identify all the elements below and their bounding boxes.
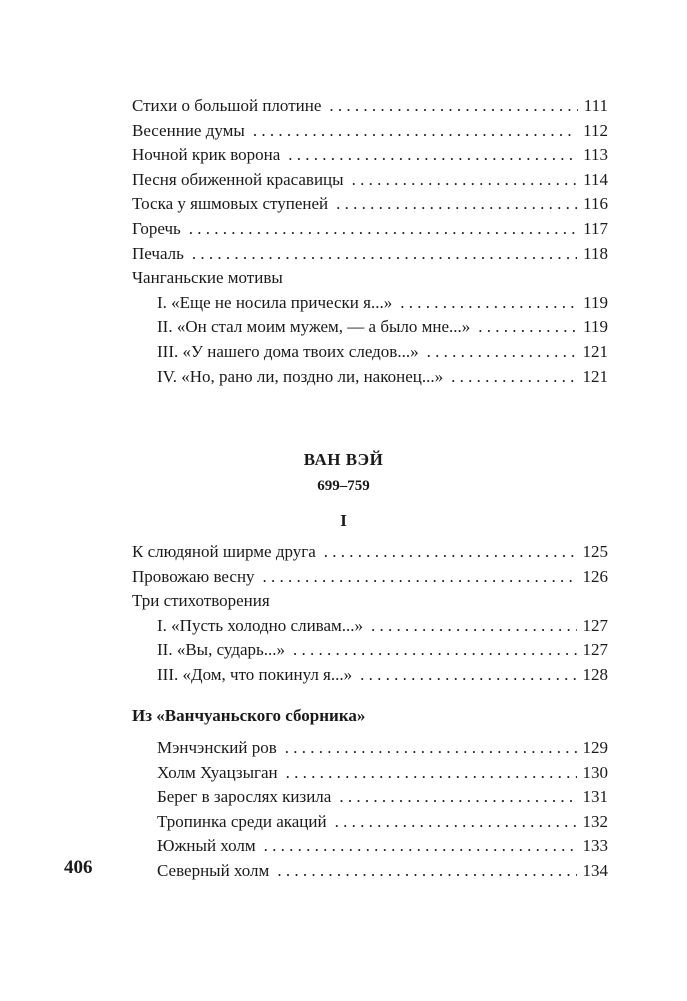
toc-leader-dots xyxy=(427,340,577,365)
toc-leader-dots xyxy=(253,119,577,144)
toc-entry-page: 118 xyxy=(583,243,608,263)
toc-subentry[interactable] xyxy=(132,810,608,835)
page-number: 406 xyxy=(64,857,93,878)
toc-entry-page: 134 xyxy=(582,860,608,880)
toc-entry[interactable] xyxy=(132,242,608,267)
toc-entry[interactable] xyxy=(132,192,608,217)
toc-entry-title: К слюдяной ширме друга xyxy=(132,542,316,561)
toc-entry-page: 125 xyxy=(582,542,608,561)
toc-subentry[interactable] xyxy=(132,859,608,884)
toc-leader-dots xyxy=(478,315,577,340)
toc-subentry[interactable] xyxy=(132,638,608,663)
toc-entry-title: I. «Еще не носила прически я...» xyxy=(157,292,393,312)
toc-entry-title: Южный холм xyxy=(157,836,256,856)
toc-subentry[interactable] xyxy=(132,736,608,761)
toc-entry-page: 127 xyxy=(582,615,608,635)
toc-leader-dots xyxy=(329,94,577,119)
toc-entry[interactable] xyxy=(132,143,608,168)
toc-entry-page: 112 xyxy=(583,120,608,140)
toc-leader-dots xyxy=(264,834,577,859)
toc-entry-page: 117 xyxy=(583,218,608,238)
toc-entry-page: 133 xyxy=(582,836,608,856)
toc-entry-page: 121 xyxy=(582,366,608,386)
part-numeral: I xyxy=(340,511,347,530)
toc-entry-page: 132 xyxy=(582,811,608,831)
toc-entry-title: II. «Он стал моим мужем, — а было мне...» xyxy=(157,317,471,337)
toc-leader-dots xyxy=(285,736,577,761)
toc-entry-title: Печаль xyxy=(132,243,184,263)
toc-entry-page: 128 xyxy=(582,664,608,684)
toc-entry-title: Берег в зарослях кизила xyxy=(157,787,332,807)
toc-section-li-bo xyxy=(132,94,608,389)
toc-subentry[interactable] xyxy=(132,663,608,688)
toc-leader-dots xyxy=(339,785,576,810)
toc-entry-title: Песня обиженной красавицы xyxy=(132,169,344,189)
toc-entry-title: Мэнчэнский ров xyxy=(157,738,277,757)
toc-entry-title: Тоска у яшмовых ступеней xyxy=(132,194,329,214)
toc-group-title: Три стихотворения xyxy=(132,591,270,611)
toc-leader-dots xyxy=(400,291,577,316)
toc-entry[interactable] xyxy=(132,565,608,590)
toc-entry-title: Ночной крик ворона xyxy=(132,145,281,165)
toc-entry[interactable] xyxy=(132,119,608,144)
toc-entry[interactable] xyxy=(132,217,608,242)
toc-subentry[interactable] xyxy=(132,315,608,340)
toc-leader-dots xyxy=(451,365,576,390)
toc-entry[interactable] xyxy=(132,540,608,565)
toc-entry-title: Тропинка среди акаций xyxy=(157,811,327,831)
toc-leader-dots xyxy=(288,143,577,168)
toc-entry-page: 119 xyxy=(583,292,608,312)
toc-section-wang-wei-part-1 xyxy=(132,540,608,688)
toc-leader-dots xyxy=(335,810,577,835)
toc-entry-title: Провожаю весну xyxy=(132,566,255,586)
toc-entry-title: Горечь xyxy=(132,218,181,238)
toc-entry-page: 129 xyxy=(582,738,608,757)
toc-subentry[interactable] xyxy=(132,785,608,810)
toc-entry-page: 113 xyxy=(583,145,608,165)
toc-entry-title: Холм Хуацзыган xyxy=(157,762,278,782)
toc-subentry[interactable] xyxy=(132,291,608,316)
toc-entry[interactable] xyxy=(132,168,608,193)
toc-subentry[interactable] xyxy=(132,365,608,390)
toc-leader-dots xyxy=(192,242,577,267)
toc-leader-dots xyxy=(286,761,577,786)
toc-leader-dots xyxy=(293,638,576,663)
toc-leader-dots xyxy=(360,663,576,688)
toc-leader-dots xyxy=(371,614,576,639)
toc-entry-page: 130 xyxy=(582,762,608,782)
toc-subentry[interactable] xyxy=(132,340,608,365)
toc-subentry[interactable] xyxy=(132,834,608,859)
author-name: ВАН ВЭЙ xyxy=(303,450,384,469)
toc-leader-dots xyxy=(324,540,577,565)
toc-leader-dots xyxy=(189,217,577,242)
toc-entry-title: Весенние думы xyxy=(132,120,245,140)
toc-entry-title: III. «У нашего дома твоих следов...» xyxy=(157,341,419,361)
toc-entry-page: 127 xyxy=(582,640,608,660)
collection-title: Из «Ванчуаньского сборника» xyxy=(132,706,366,725)
toc-leader-dots xyxy=(352,168,578,193)
toc-entry-page: 131 xyxy=(582,787,608,807)
toc-entry-title: I. «Пусть холодно сливам...» xyxy=(157,615,364,635)
toc-entry-page: 111 xyxy=(583,96,608,115)
toc-entry-title: Северный холм xyxy=(157,860,270,880)
toc-leader-dots xyxy=(336,192,577,217)
toc-entry-page: 121 xyxy=(582,341,608,361)
author-years: 699–759 xyxy=(317,478,370,494)
toc-entry-title: II. «Вы, сударь...» xyxy=(157,640,286,660)
toc-subentry[interactable] xyxy=(132,761,608,786)
toc-group-title: Чанганьские мотивы xyxy=(132,268,283,288)
toc-entry-title: III. «Дом, что покинул я...» xyxy=(157,664,353,684)
toc-leader-dots xyxy=(277,859,576,884)
toc-entry[interactable] xyxy=(132,94,608,119)
toc-entry-title: IV. «Но, рано ли, поздно ли, наконец...» xyxy=(157,366,444,386)
toc-entry-page: 126 xyxy=(582,566,608,586)
toc-subentry[interactable] xyxy=(132,614,608,639)
toc-entry-page: 114 xyxy=(583,169,608,189)
toc-section-wangchuan-collection xyxy=(132,736,608,884)
toc-entry-title: Стихи о большой плотине xyxy=(132,96,322,115)
toc-leader-dots xyxy=(263,565,577,590)
toc-entry-page: 119 xyxy=(583,317,608,337)
toc-entry-page: 116 xyxy=(583,194,608,214)
